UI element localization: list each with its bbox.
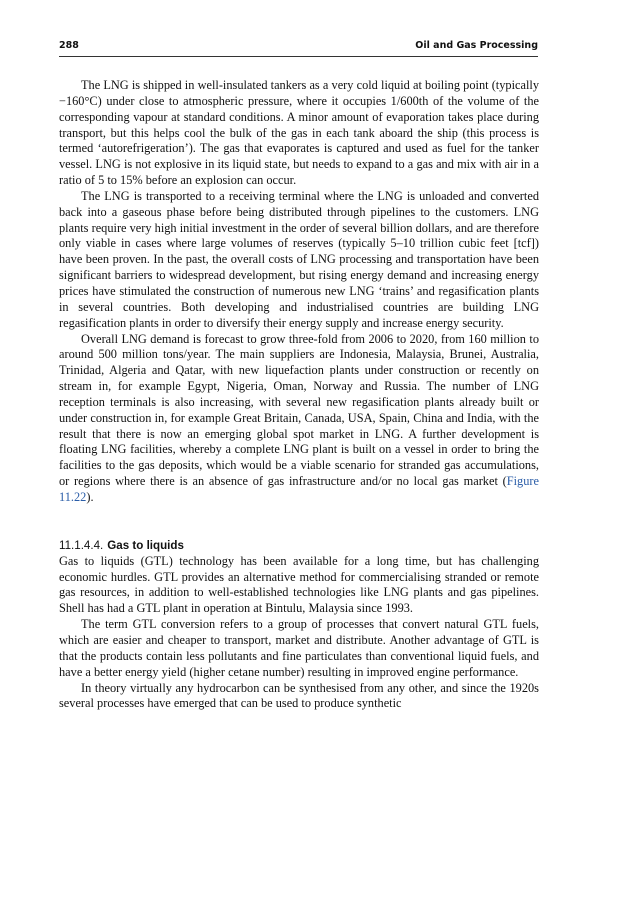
section-heading — [59, 538, 539, 554]
section-number: 11.1.4.4. — [59, 538, 104, 552]
page-number: 288 — [59, 40, 79, 51]
page-header — [59, 40, 538, 57]
section-title: Gas to liquids — [107, 538, 184, 552]
paragraph-lng-terminal: The LNG is transported to a receiving terminal where the LNG is unloaded and converted back into a gaseous phase before being distributed through pipelines to the customers. LNG plants require very high initial investment in the order of several billion dollars, and are therefore only viable in cases where large volumes of reserves (typically 5–10 trillion cubic feet [tcf]) have been proven. In the past, the overall costs of LNG processing and transportation have been significant barriers to widespread development, but rising energy demand and increasing energy prices have stimulated the construction of numerous new LNG ‘trains’ and regasification plants in several countries. Both developing and industrialised countries are building LNG regasification plants in order to diversify their energy supply and increase energy security. — [59, 188, 539, 330]
paragraph-lng-demand — [59, 332, 539, 506]
section-spacer — [59, 506, 539, 538]
running-title: Oil and Gas Processing — [415, 40, 538, 51]
paragraph-gtl-intro: Gas to liquids (GTL) technology has been available for a long time, but has challenging economic hurdles. GTL provides an alternative method for commercialising stranded or remote gas resources, in addition to well-established technologies like LNG plants and gas pipelines. Shell has had a GTL plant in operation at Bintulu, Malaysia since 1993. — [59, 553, 539, 616]
paragraph-lng-shipping: The LNG is shipped in well-insulated tankers as a very cold liquid at boiling point (typically −160°C) under close to atmospheric pressure, where it occupies 1/600th of the volume of the corresponding vapour at standard conditions. A minor amount of evaporation takes place during transport, but this helps cool the bulk of the gas in each tank aboard the ship (this process is termed ‘autorefrigeration’). The gas that evaporates is captured and used as fuel for the tanker vessel. LNG is not explosive in its liquid state, but needs to expand to a gas and mix with air in a ratio of 5 to 15% before an explosion can occur. — [59, 78, 539, 188]
paragraph-gtl-conversion: The term GTL conversion refers to a group of processes that convert natural GTL fuels, which are easier and cheaper to transport, market and distribute. Another advantage of GTL is that the products contain less pollutants and fine particulates than conventional liquid fuels, and have a better energy yield (higher cetane number) resulting in improved engine performance. — [59, 617, 539, 679]
body-text — [59, 78, 539, 712]
figure-reference-link[interactable]: Figure 11.22 — [59, 474, 539, 504]
paragraph-lng-demand-text: Overall LNG demand is forecast to grow three-fold from 2006 to 2020, from 160 million to around 500 million tons/year. The main suppliers are Indonesia, Malaysia, Brunei, Australia, Trinidad, Algeria and Qatar, with new liquefaction plants under construction or recently on stream in, for example Egypt, Nigeria, Oman, Norway and Russia. The number of LNG reception terminals is also increasing, with several new regasification plants already built or under construction in, for example Great Britain, Canada, USA, Spain, China and India, with the result that there is now an emerging global spot market in LNG. A further development is floating LNG facilities, whereby a complete LNG plant is built on a vessel in order to bring the facilities to the gas deposits, which would be a viable scenario for stranded gas accumulations, or regions where there is an absence of gas infrastructure and/or no local gas market ( — [59, 331, 539, 489]
paragraph-gtl-synthesis: In theory virtually any hydrocarbon can be synthesised from any other, and since the 1920s several processes have emerged that can be used to produce synthetic — [59, 680, 539, 711]
paragraph-lng-demand-suffix: ). — [86, 489, 94, 504]
